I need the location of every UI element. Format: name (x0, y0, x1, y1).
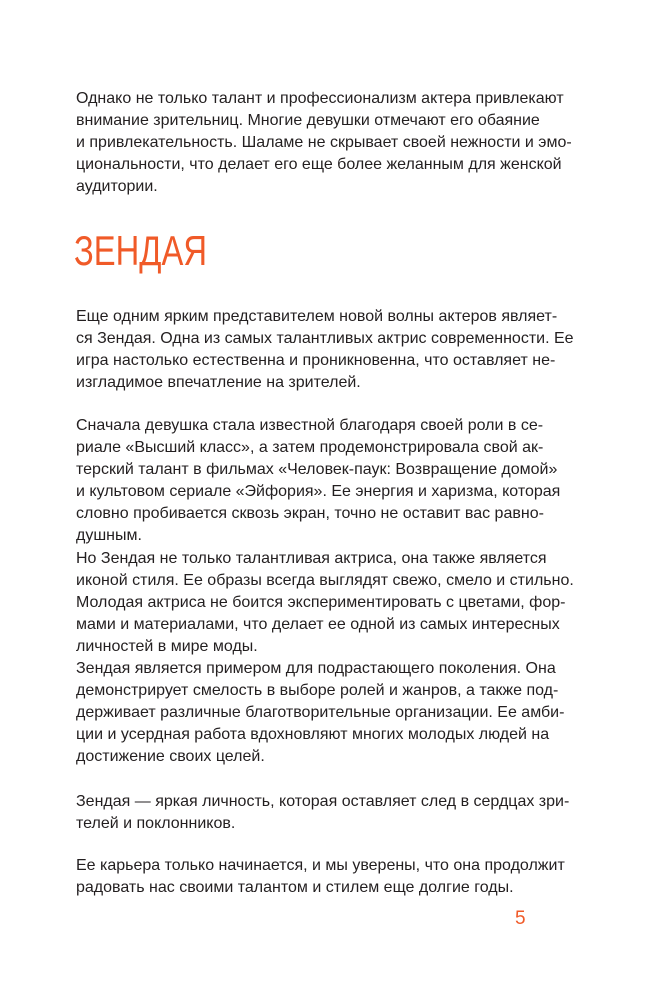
text-line: терский талант в фильмах «Человек-паук: Возвращение домой» (76, 461, 558, 478)
text-line: Но Зендая не только талантливая актриса, она также является (76, 550, 547, 567)
text-line: игра настолько естественна и проникновенна, что оставляет не- (76, 352, 556, 369)
text-line: душным. (76, 527, 142, 544)
text-line: Зендая — яркая личность, которая оставляет след в сердцах зри- (76, 793, 570, 810)
text-line: Зендая является примером для подрастающего поколения. Она (76, 660, 556, 677)
paragraph-5 (76, 791, 570, 835)
text-line: ции и усердная работа вдохновляют многих молодых людей на (76, 726, 550, 743)
text-line: мами и материалами, что делает ее одной из самых интересных (76, 616, 560, 633)
text-line: внимание зрительниц. Многие девушки отмечают его обаяние (76, 112, 540, 129)
text-line: демонстрирует смелость в выборе ролей и жанров, а также под- (76, 682, 559, 699)
page-number: 5 (515, 908, 526, 929)
paragraph-1 (76, 306, 574, 394)
text-line: радовать нас своими талантом и стилем еще долгие годы. (76, 879, 514, 896)
paragraph-3 (76, 548, 574, 658)
text-line: иконой стиля. Ее образы всегда выглядят свежо, смело и стильно. (76, 572, 574, 589)
text-line: Однако не только талант и профессионализм актера привлекают (76, 90, 564, 107)
text-line: риале «Высший класс», а затем продемонстрировала свой ак- (76, 439, 544, 456)
text-line: циональности, что делает его еще более желанным для женской (76, 156, 562, 173)
paragraph-2 (76, 415, 561, 547)
text-line: изгладимое впечатление на зрителей. (76, 374, 361, 391)
text-line: Молодая актриса не боится экспериментировать с цветами, фор- (76, 594, 566, 611)
text-line: достижение своих целей. (76, 748, 265, 765)
text-line: и культовом сериале «Эйфория». Ее энергия и харизма, которая (76, 483, 561, 500)
paragraph-6 (76, 855, 565, 899)
section-heading: ЗЕНДАЯ (74, 227, 208, 274)
text-line: Ее карьера только начинается, и мы уверены, что она продолжит (76, 857, 565, 874)
text-line: ся Зендая. Одна из самых талантливых актрис современности. Ее (76, 330, 574, 347)
paragraph-4 (76, 658, 565, 768)
intro-paragraph (76, 88, 572, 198)
text-line: Сначала девушка стала известной благодаря своей роли в се- (76, 417, 544, 434)
text-line: аудитории. (76, 178, 158, 195)
text-line: Еще одним ярким представителем новой волны актеров являет- (76, 308, 558, 325)
text-line: личностей в мире моды. (76, 638, 258, 655)
text-line: держивает различные благотворительные организации. Ее амби- (76, 704, 565, 721)
text-line: телей и поклонников. (76, 815, 236, 832)
text-line: словно пробивается сквозь экран, точно не оставит вас равно- (76, 505, 544, 522)
text-line: и привлекательность. Шаламе не скрывает своей нежности и эмо- (76, 134, 572, 151)
